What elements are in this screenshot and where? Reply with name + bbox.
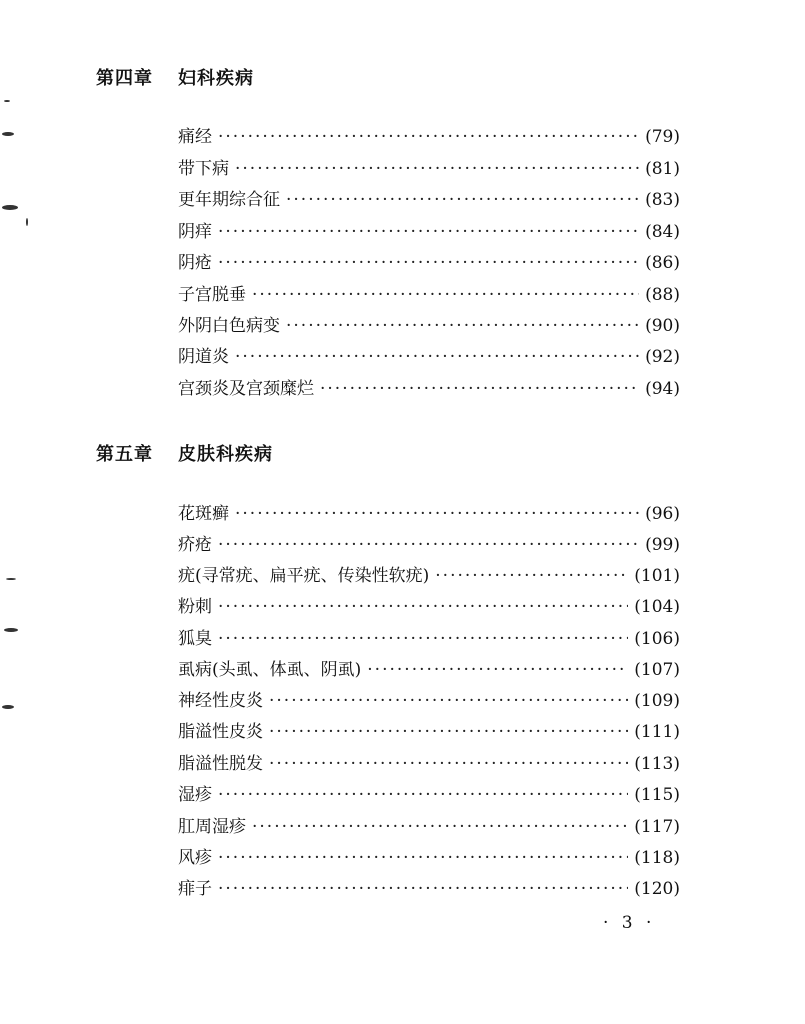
toc-entry-title: 带下病 <box>178 159 229 179</box>
toc-entry[interactable] <box>178 157 680 181</box>
dot-leader <box>252 815 628 839</box>
toc-entry-title: 神经性皮炎 <box>178 691 263 711</box>
toc-entry-page: (111) <box>634 722 680 742</box>
toc-entry[interactable] <box>178 188 680 212</box>
chapter-title: 妇科疾病 <box>178 68 254 89</box>
chapter-number: 第五章 <box>96 444 153 465</box>
toc-entry[interactable] <box>178 314 680 338</box>
toc-entry[interactable] <box>178 377 680 401</box>
chapter-number: 第四章 <box>96 68 153 89</box>
chapter-heading <box>96 440 273 466</box>
dot-leader <box>286 188 639 212</box>
toc-entry[interactable] <box>178 220 680 244</box>
toc-entry[interactable] <box>178 502 680 526</box>
toc-entry-page: (81) <box>645 159 680 179</box>
toc-entry-page: (92) <box>645 347 680 367</box>
toc-entry-page: (118) <box>634 848 680 868</box>
toc-entry-page: (79) <box>645 127 680 147</box>
toc-entry-page: (115) <box>634 785 680 805</box>
toc-entry-title: 宫颈炎及宫颈糜烂 <box>178 379 314 399</box>
toc-entry-title: 湿疹 <box>178 785 212 805</box>
scan-speck <box>2 205 18 210</box>
dot-leader <box>218 533 639 557</box>
toc-entry-page: (99) <box>645 535 680 555</box>
toc-entry-page: (90) <box>645 316 680 336</box>
dot-leader <box>218 877 628 901</box>
toc-entry-page: (113) <box>634 754 680 774</box>
toc-entry[interactable] <box>178 251 680 275</box>
toc-entry-page: (83) <box>645 190 680 210</box>
dot-leader <box>286 314 639 338</box>
toc-entry-title: 疥疮 <box>178 535 212 555</box>
scan-speck <box>4 628 18 632</box>
toc-entry-page: (107) <box>634 660 680 680</box>
dot-leader <box>320 377 639 401</box>
toc-entry[interactable] <box>178 345 680 369</box>
dot-leader <box>218 627 628 651</box>
dot-leader <box>269 720 628 744</box>
page-number: · 3 · <box>603 913 656 933</box>
toc-entry-page: (120) <box>634 879 680 899</box>
dot-leader <box>435 564 628 588</box>
toc-entry[interactable] <box>178 125 680 149</box>
dot-leader <box>218 595 628 619</box>
toc-entry[interactable] <box>178 689 680 713</box>
scan-speck <box>4 100 10 102</box>
toc-entry-page: (101) <box>634 566 680 586</box>
dot-leader <box>252 283 639 307</box>
toc-entry-title: 阴道炎 <box>178 347 229 367</box>
toc-entry-page: (94) <box>645 379 680 399</box>
toc-entry[interactable] <box>178 533 680 557</box>
toc-entry-title: 痛经 <box>178 127 212 147</box>
dot-leader <box>218 220 639 244</box>
toc-entry-title: 外阴白色病变 <box>178 316 280 336</box>
toc-entry-title: 脂溢性皮炎 <box>178 722 263 742</box>
toc-entry-title: 肛周湿疹 <box>178 817 246 837</box>
toc-entry-title: 子宫脱垂 <box>178 285 246 305</box>
dot-leader <box>269 689 628 713</box>
toc-entry[interactable] <box>178 752 680 776</box>
dot-leader <box>235 502 639 526</box>
toc-entry-page: (117) <box>634 817 680 837</box>
toc-entry-title: 虱病(头虱、体虱、阴虱) <box>178 660 362 680</box>
chapter-heading <box>96 64 254 90</box>
toc-entry-page: (96) <box>645 504 680 524</box>
toc-entry-title: 更年期综合征 <box>178 190 280 210</box>
dot-leader <box>269 752 628 776</box>
dot-leader <box>235 345 639 369</box>
toc-entry-title: 阴痒 <box>178 222 212 242</box>
toc-entry[interactable] <box>178 564 680 588</box>
dot-leader <box>218 783 628 807</box>
toc-entry[interactable] <box>178 720 680 744</box>
toc-entry[interactable] <box>178 627 680 651</box>
toc-entry-title: 痱子 <box>178 879 212 899</box>
toc-entry-page: (106) <box>634 629 680 649</box>
toc-entry[interactable] <box>178 595 680 619</box>
toc-entry-title: 风疹 <box>178 848 212 868</box>
toc-entry-page: (88) <box>645 285 680 305</box>
scan-speck <box>2 132 14 136</box>
toc-entry-title: 狐臭 <box>178 629 212 649</box>
toc-entry-title: 粉刺 <box>178 597 212 617</box>
toc-entry-page: (84) <box>645 222 680 242</box>
scan-speck <box>2 705 14 709</box>
toc-entry-title: 阴疮 <box>178 253 212 273</box>
toc-entry[interactable] <box>178 658 680 682</box>
dot-leader <box>218 846 628 870</box>
toc-entry-page: (86) <box>645 253 680 273</box>
scan-speck <box>6 578 16 580</box>
dot-leader <box>235 157 639 181</box>
toc-entry[interactable] <box>178 877 680 901</box>
dot-leader <box>218 251 639 275</box>
toc-entry-title: 脂溢性脱发 <box>178 754 263 774</box>
toc-entry[interactable] <box>178 846 680 870</box>
chapter-title: 皮肤科疾病 <box>178 444 273 465</box>
toc-entry-title: 花斑癣 <box>178 504 229 524</box>
toc-entry-title: 疣(寻常疣、扁平疣、传染性软疣) <box>178 566 430 586</box>
toc-entry[interactable] <box>178 283 680 307</box>
toc-entry-page: (109) <box>634 691 680 711</box>
toc-entry-page: (104) <box>634 597 680 617</box>
scan-speck <box>26 218 28 226</box>
toc-entry[interactable] <box>178 815 680 839</box>
dot-leader <box>367 658 628 682</box>
toc-entry[interactable] <box>178 783 680 807</box>
dot-leader <box>218 125 639 149</box>
